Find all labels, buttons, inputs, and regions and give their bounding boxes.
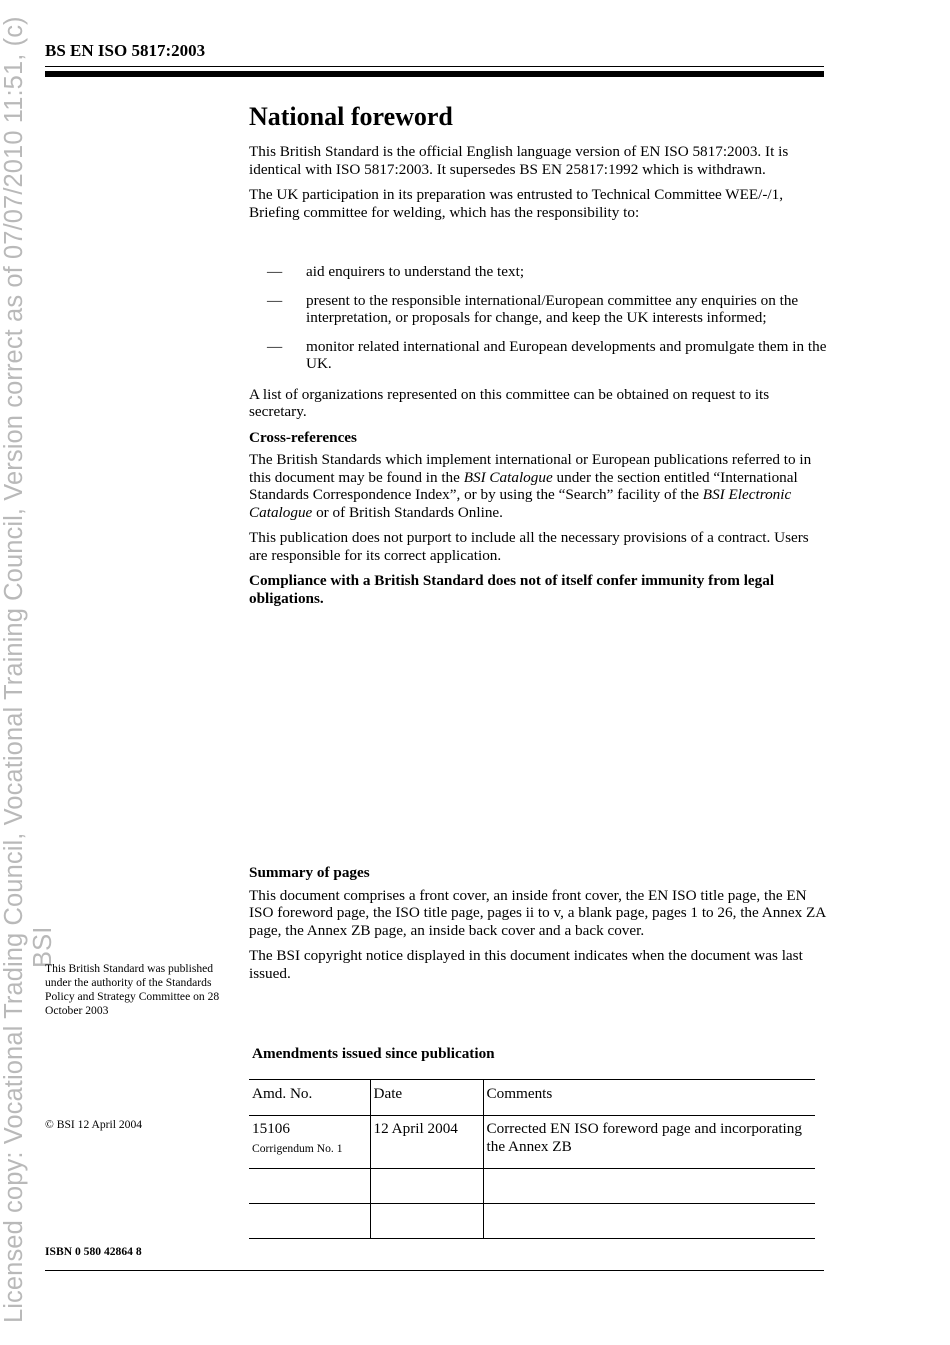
- footer-rule: [45, 1270, 824, 1271]
- column-header-amd-no: Amd. No.: [249, 1080, 370, 1116]
- summary-heading: Summary of pages: [249, 864, 370, 881]
- license-watermark: [0, 0, 80, 1345]
- date-cell: 12 April 2004: [370, 1116, 483, 1169]
- empty-cell: [483, 1169, 815, 1204]
- summary-para-1: This document comprises a front cover, an inside front cover, the EN ISO title page, the EN ISO foreword page, the ISO title page, pages ii to v, a blank page, pages 1 to 26, the Annex ZA page, the Annex ZB page, an inside back cover and a back cover.: [249, 886, 826, 939]
- empty-cell: [370, 1204, 483, 1239]
- header-rule-thin: [45, 66, 824, 67]
- list-item: [249, 263, 829, 281]
- summary-para-2: The BSI copyright notice displayed in this document indicates when the document was last issued.: [249, 947, 803, 982]
- empty-cell: [249, 1169, 370, 1204]
- crossref-text-1: The British Standards which implement international or European publications referred to in this document may be found in the: [249, 451, 812, 486]
- list-item-text: present to the responsible international/European committee any enquiries on the interpretation, or proposals for change, and keep the UK interests informed;: [306, 291, 799, 326]
- table-row-empty: [249, 1204, 815, 1239]
- column-header-date: Date: [370, 1080, 483, 1116]
- bsi-catalogue-title: BSI Catalogue: [463, 468, 553, 486]
- summary-of-pages: [249, 864, 829, 990]
- publication-authority-note: This British Standard was published under the authority of the Standards Policy and Strategy Committee on 28 October 2003: [45, 962, 220, 1017]
- amd-no: 15106: [252, 1120, 290, 1137]
- cross-references-heading: Cross-references: [249, 428, 357, 446]
- page-title: National foreword: [249, 102, 453, 131]
- foreword-para-4: This publication does not purport to include all the necessary provisions of a contract. Users are responsible for its correct application.: [249, 529, 809, 564]
- watermark-line-1: Licensed copy: Vocational Trading Council, Vocational Training Council, Version correct as of 07/07/2010 11:51, (c): [0, 16, 28, 1323]
- list-item-text: aid enquirers to understand the text;: [306, 263, 525, 280]
- isbn: ISBN 0 580 42864 8: [45, 1245, 142, 1258]
- comments-cell: Corrected EN ISO foreword page and incorporating the Annex ZB: [483, 1116, 815, 1169]
- foreword-para-3: A list of organizations represented on this committee can be obtained on request to its secretary.: [249, 385, 770, 420]
- copyright-notice: © BSI 12 April 2004: [45, 1118, 143, 1131]
- watermark-line-2: BSI: [29, 926, 57, 968]
- foreword-para-2: The UK participation in its preparation was entrusted to Technical Committee WEE/-/1, Briefing committee for welding, which has the responsibility to:: [249, 186, 784, 221]
- dash-bullet: —: [267, 291, 283, 309]
- empty-cell: [483, 1204, 815, 1239]
- table-header-row: [249, 1080, 815, 1116]
- amd-sub: Corrigendum No. 1: [252, 1142, 343, 1155]
- amendments-table: [249, 1079, 815, 1239]
- empty-cell: [249, 1204, 370, 1239]
- compliance-statement: Compliance with a British Standard does not of itself confer immunity from legal obligations.: [249, 572, 775, 607]
- crossref-text-3: or of British Standards Online.: [312, 503, 503, 521]
- empty-cell: [370, 1169, 483, 1204]
- dash-bullet: —: [267, 263, 283, 280]
- list-item-text: monitor related international and European developments and promulgate them in the UK.: [306, 337, 827, 372]
- column-header-comments: Comments: [483, 1080, 815, 1116]
- dash-bullet: —: [267, 337, 283, 355]
- list-item: [249, 292, 829, 327]
- table-row-empty: [249, 1169, 815, 1204]
- bsi-electronic-catalogue-title: BSI Electronic Catalogue: [249, 486, 792, 521]
- national-foreword: [249, 100, 829, 615]
- foreword-para-1: This British Standard is the official English language version of EN ISO 5817:2003. It is identical with ISO 5817:2003. It supersedes BS EN 25817:1992 which is withdrawn.: [249, 143, 789, 178]
- amendments-title: Amendments issued since publication: [252, 1045, 495, 1062]
- table-row: [249, 1116, 815, 1169]
- responsibility-list: [249, 263, 829, 373]
- header-rule-thick: [45, 71, 824, 77]
- list-item: [249, 338, 829, 373]
- cross-references-text: [249, 451, 829, 521]
- amd-no-cell: [249, 1116, 370, 1169]
- crossref-text-2: under the section entitled “International Standards Correspondence Index”, or by using the “Search” facility of the: [249, 468, 798, 503]
- document-id: BS EN ISO 5817:2003: [45, 41, 206, 60]
